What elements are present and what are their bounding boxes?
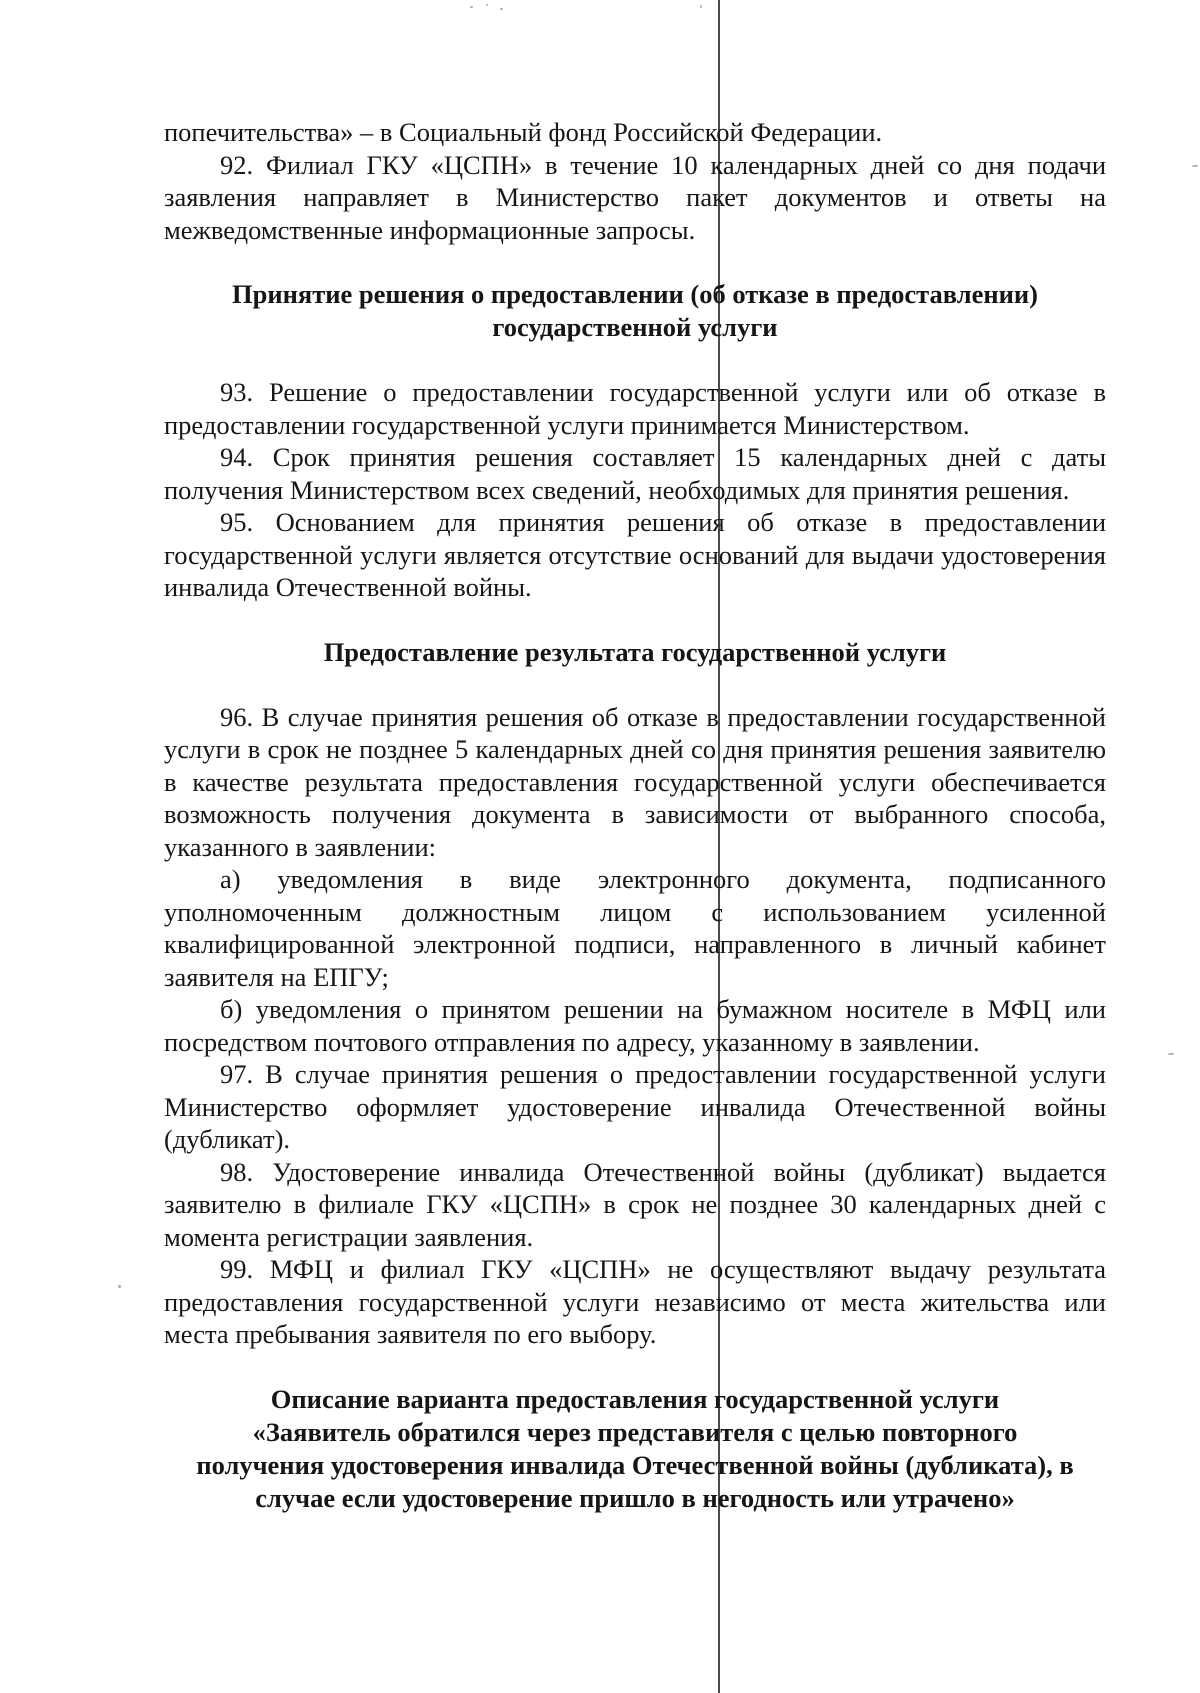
spacer [164,604,1106,636]
scan-speck [1168,1053,1174,1055]
spacer [164,344,1106,376]
paragraph: 96. В случае принятия решения об отказе в предоставлении государственной услуги в срок не позднее 5 календарных дней со дня принятия решения заявителю в качестве результата предоставления государственной услуги обеспечивается возможность получения документа в зависимости от выбранного способа, указанного в заявлении: [164,701,1106,862]
section-heading-line: государственной услуги [492,312,778,342]
section-heading [164,1383,1106,1515]
paragraph: а) уведомления в виде электронного документа, подписанного уполномоченным должностным лицом с использованием усиленной квалифицированной электронной подписи, направленного в личный кабинет заявителя на ЕПГУ; [164,864,1106,992]
paragraph: 97. В случае принятия решения о предоставлении государственной услуги Министерство оформляет удостоверение инвалида Отечественной войны (дубликат). [164,1059,1106,1154]
section-heading [164,278,1106,344]
spacer [164,669,1106,701]
section-heading-line: Принятие решения о предоставлении (об отказе в предоставлении) [232,279,1038,309]
section-heading-line: Описание варианта предоставления государственной услуги [270,1383,1000,1414]
section-heading-line: «Заявитель обратился через представителя с целью повторного [252,1416,1018,1447]
paragraph: попечительства» – в Социальный фонд Российской Федерации. [164,117,883,147]
spacer [164,1351,1106,1383]
scan-speck [486,4,488,6]
document-body [164,116,1106,1547]
paragraph: 95. Основанием для принятия решения об отказе в предоставлении государственной услуги является отсутствие оснований для выдачи удостоверения инвалида Отечественной войны. [164,507,1106,602]
paragraph: 92. Филиал ГКУ «ЦСПН» в течение 10 календарных дней со дня подачи заявления направляет в Министерство пакет документов и ответы на межведомственные информационные запросы. [164,149,1106,245]
scan-speck [500,8,503,10]
section-heading-line: Предоставление результата государственной услуги [323,636,947,667]
section-heading-line: получения удостоверения инвалида Отечественной войны (дубликата), в [196,1449,1074,1480]
spacer [164,246,1106,278]
paragraph: 93. Решение о предоставлении государственной услуги или об отказе в предоставлении государственной услуги принимается Министерством. [164,377,1106,440]
section-heading [164,636,1106,669]
scan-speck [470,6,473,8]
scan-speck [118,1285,121,1288]
paragraph: 99. МФЦ и филиал ГКУ «ЦСПН» не осуществляют выдачу результата предоставления государственной услуги независимо от места жительства или места пребывания заявителя по его выбору. [164,1254,1106,1349]
paragraph: б) уведомления о принятом решении на бумажном носителе в МФЦ или посредством почтового отправления по адресу, указанному в заявлении. [164,994,1106,1057]
scan-speck [1192,165,1198,167]
scan-speck [700,5,702,8]
paragraph: 94. Срок принятия решения составляет 15 календарных дней с даты получения Министерством всех сведений, необходимых для принятия решения. [164,442,1106,505]
section-heading-line: случае если удостоверение пришло в негодность или утрачено» [255,1482,1015,1513]
spacer [164,1515,1106,1547]
paragraph: 98. Удостоверение инвалида Отечественной войны (дубликат) выдается заявителю в филиале ГКУ «ЦСПН» в срок не позднее 30 календарных дней с момента регистрации заявления. [164,1156,1106,1252]
